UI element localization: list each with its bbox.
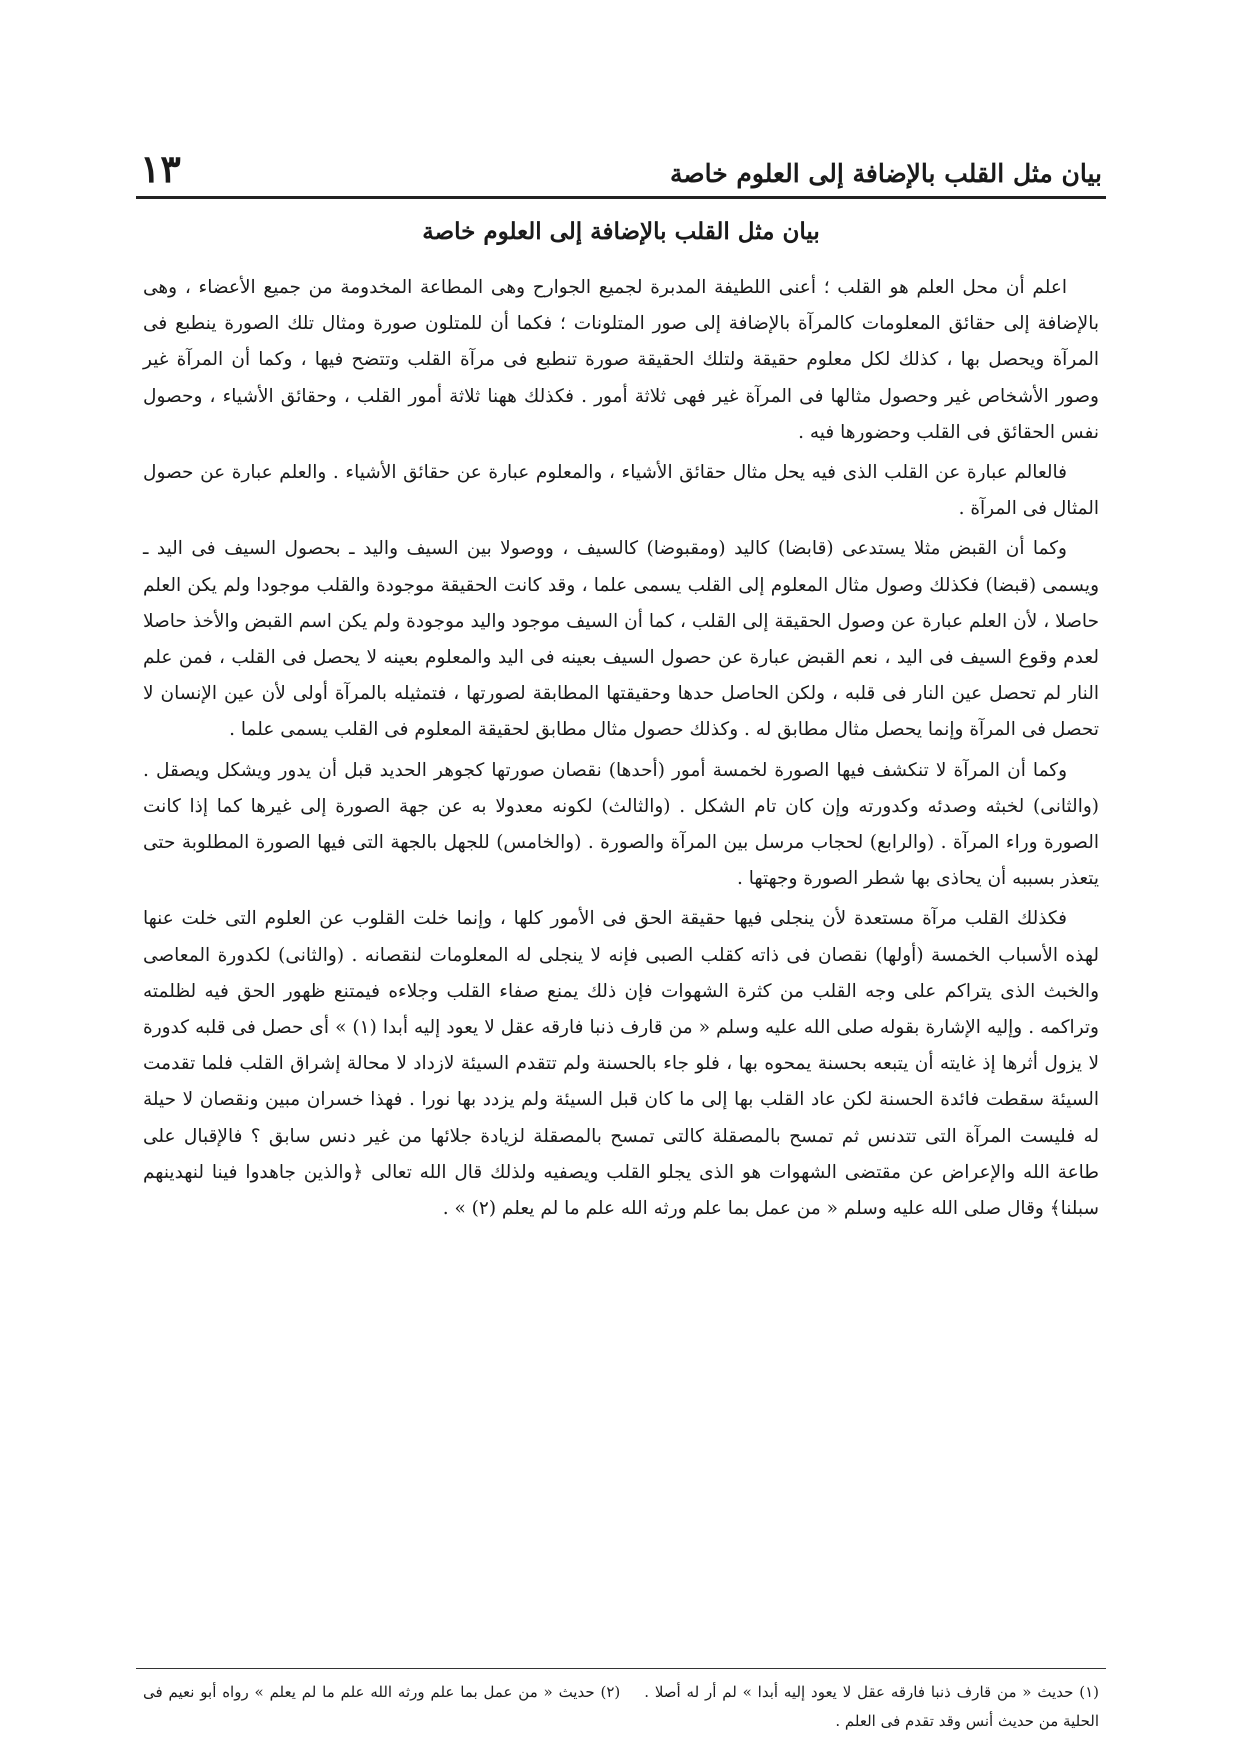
footnote-2: (٢) حديث « من عمل بما علم ورثه الله علم ما لم يعلم » رواه أبو نعيم فى الحلية من حديث أنس وقد تقدم فى العلم .	[143, 1683, 1099, 1730]
footnote-divider	[136, 1668, 1106, 1669]
header-divider	[136, 196, 1106, 199]
running-header-title: بيان مثل القلب بالإضافة إلى العلوم خاصة	[669, 159, 1102, 188]
footnote-line	[143, 1678, 1099, 1736]
section-heading: بيان مثل القلب بالإضافة إلى العلوم خاصة	[422, 218, 820, 245]
body-text	[143, 270, 1099, 1231]
paragraph: فالعالم عبارة عن القلب الذى فيه يحل مثال حقائق الأشياء ، والمعلوم عبارة عن حقائق الأشياء . والعلم عبارة عن حصول المثال فى المرآة .	[143, 462, 1099, 520]
footnotes	[143, 1678, 1099, 1736]
paragraph: فكذلك القلب مرآة مستعدة لأن ينجلى فيها حقيقة الحق فى الأمور كلها ، وإنما خلت القلوب عن العلوم التى خلت عنها لهذه الأسباب الخمسة (أولها) نقصان فى ذاته كقلب الصبى فإنه لا ينجلى له المعلومات لنقصانه . (والثانى) لكدورة المعاصى والخبث الذى يتراكم على وجه القلب من كثرة الشهوات فإن ذلك يمنع صفاء القلب وجلاءه فيمتنع ظهور الحق فيه لظلمته وتراكمه . وإليه الإشارة بقوله صلى الله عليه وسلم « من قارف ذنبا فارقه عقل لا يعود إليه أبدا (١) » أى حصل فى قلبه كدورة لا يزول أثرها إذ غايته أن يتبعه بحسنة يمحوه بها ، فلو جاء بالحسنة ولم تتقدم السيئة لازداد لا محالة إشراق القلب فلما تقدمت السيئة سقطت فائدة الحسنة لكن عاد القلب بها إلى ما كان قبل السيئة ولم يزدد بها نورا . فهذا خسران مبين ونقصان لا حيلة له فليست المرآة التى تتدنس ثم تمسح بالمصقلة كالتى تمسح بالمصقلة لزيادة جلائها من غير دنس سابق ؟ فالإقبال على طاعة الله والإعراض عن مقتضى الشهوات هو الذى يجلو القلب ويصفيه ولذلك قال الله تعالى ﴿والذين جاهدوا فينا لنهدينهم سبلنا﴾ وقال صلى الله عليه وسلم « من عمل بما علم ورثه الله علم ما لم يعلم (٢) » .	[143, 908, 1099, 1220]
footnote-1: (١) حديث « من قارف ذنبا فارقه عقل لا يعود إليه أبدا » لم أر له أصلا .	[644, 1683, 1099, 1701]
page-number: ١٣	[140, 146, 181, 191]
paragraph: وكما أن المرآة لا تنكشف فيها الصورة لخمسة أمور (أحدها) نقصان صورتها كجوهر الحديد قبل أن يدور ويشكل ويصقل . (والثانى) لخبثه وصدئه وكدورته وإن كان تام الشكل . (والثالث) لكونه معدولا به عن جهة الصورة إلى غيرها كما إذا كانت الصورة وراء المرآة . (والرابع) لحجاب مرسل بين المرآة والصورة . (والخامس) للجهل بالجهة التى فيها الصورة المطلوبة حتى يتعذر بسببه أن يحاذى بها شطر الصورة وجهتها .	[143, 759, 1099, 890]
running-header	[140, 138, 1102, 191]
paragraph: وكما أن القبض مثلا يستدعى (قابضا) كاليد (ومقبوضا) كالسيف ، ووصولا بين السيف واليد ـ بحصول السيف فى اليد ـ ويسمى (قبضا) فكذلك وصول مثال المعلوم إلى القلب يسمى علما ، وقد كانت الحقيقة موجودة والقلب موجودا ولم يكن العلم حاصلا ، لأن العلم عبارة عن وصول الحقيقة إلى القلب ، كما أن السيف موجود واليد موجودة ولم يكن اسم القبض والأخذ حاصلا لعدم وقوع السيف فى اليد ، نعم القبض عبارة عن حصول السيف بعينه فى اليد والمعلوم بعينه لا يحصل فى القلب ، فمن علم النار لم تحصل عين النار فى قلبه ، ولكن الحاصل حدها وحقيقتها المطابقة لصورتها ، فتمثيله بالمرآة أولى لأن عين الإنسان لا تحصل فى المرآة وإنما يحصل مثال مطابق له . وكذلك حصول مثال مطابق لحقيقة المعلوم فى القلب يسمى علما .	[143, 538, 1099, 741]
paragraph: اعلم أن محل العلم هو القلب ؛ أعنى اللطيفة المدبرة لجميع الجوارح وهى المطاعة المخدومة من جميع الأعضاء ، وهى بالإضافة إلى حقائق المعلومات كالمرآة بالإضافة إلى صور المتلونات ؛ فكما أن للمتلون صورة ومثال تلك الصورة ينطبع فى المرآة ويحصل بها ، كذلك لكل معلوم حقيقة ولتلك الحقيقة صورة تنطبع فى مرآة القلب وتتضح فيها ، وكما أن المرآة غير وصور الأشخاص غير وحصول مثالها فى المرآة غير فهى ثلاثة أمور . فكذلك ههنا ثلاثة أمور القلب ، وحقائق الأشياء ، وحصول نفس الحقائق فى القلب وحضورها فيه .	[143, 277, 1099, 443]
